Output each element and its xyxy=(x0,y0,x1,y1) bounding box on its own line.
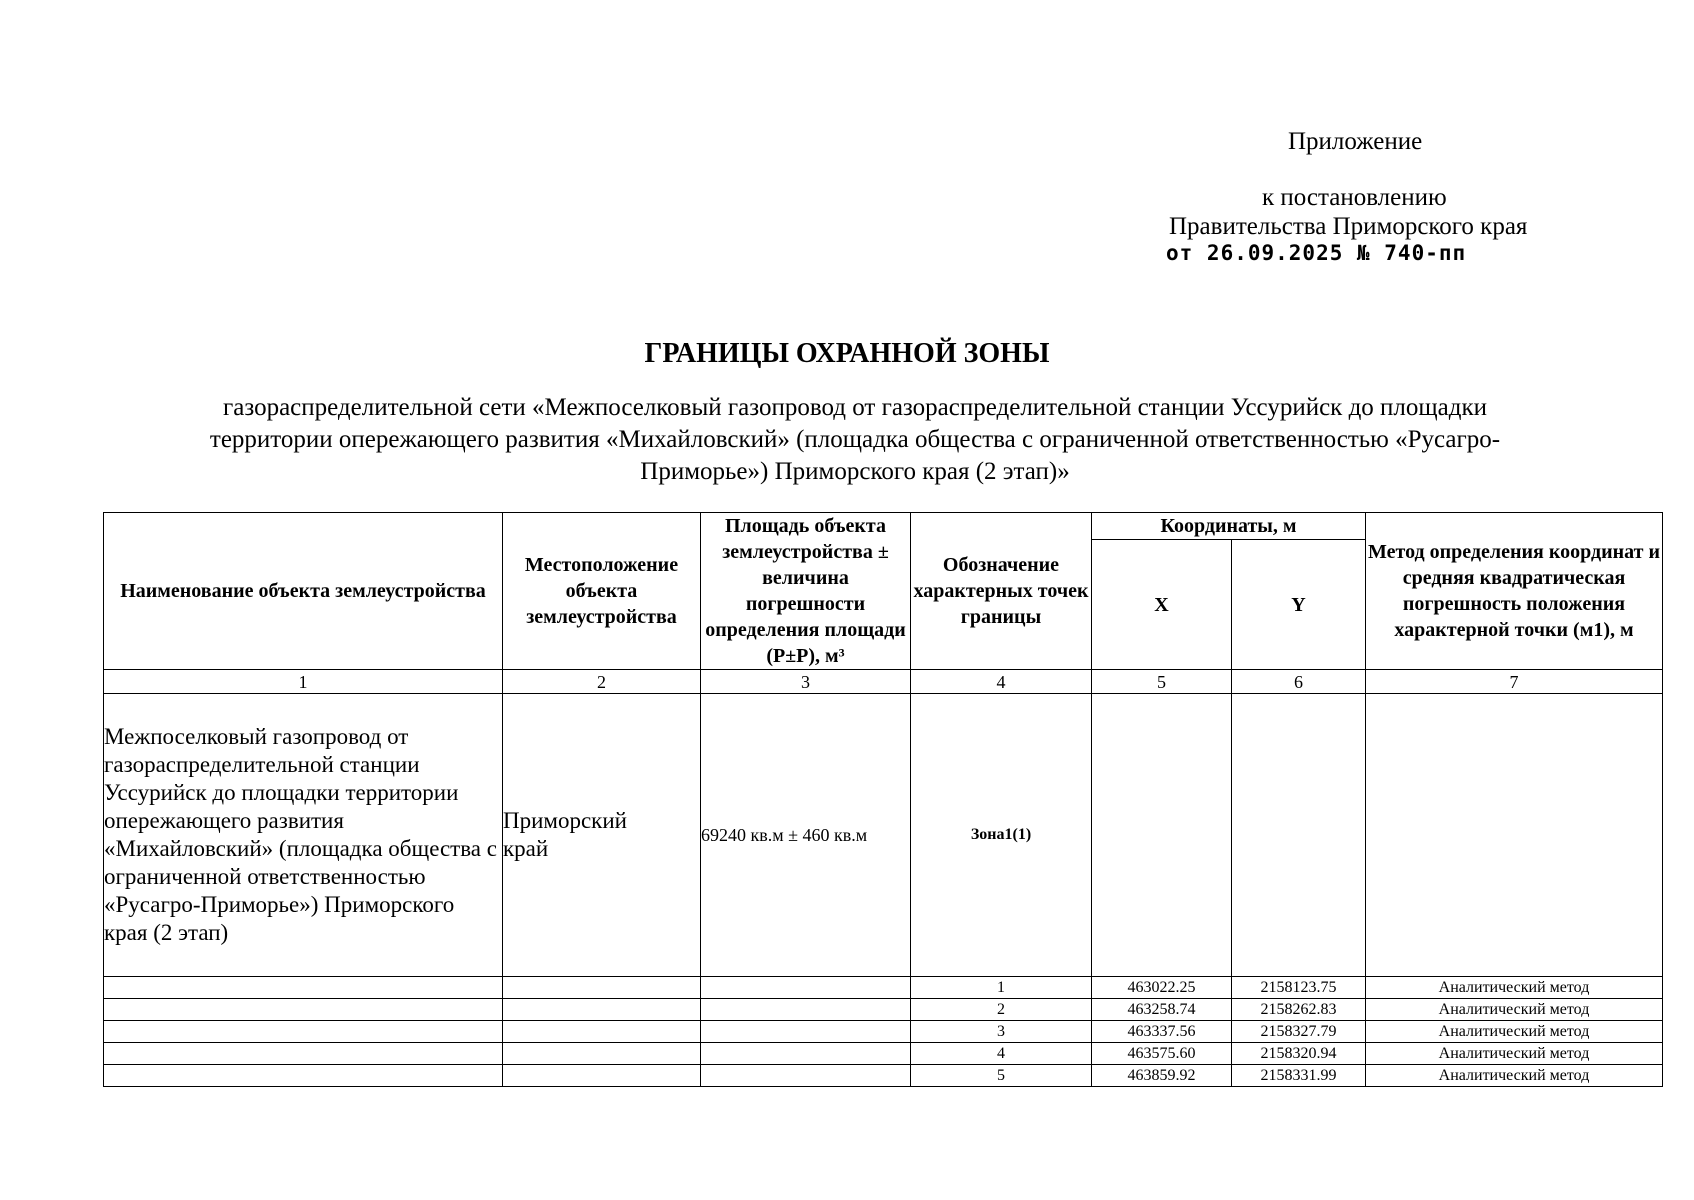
column-number: 7 xyxy=(1366,670,1663,694)
column-number: 4 xyxy=(911,670,1092,694)
header-object-name: Наименование объекта землеустройства xyxy=(104,513,503,670)
header-x: X xyxy=(1092,540,1232,670)
empty-cell xyxy=(701,999,911,1021)
table-row xyxy=(104,1021,1663,1043)
empty-cell xyxy=(1232,694,1366,977)
appendix-date-number: от 26.09.2025 № 740-пп xyxy=(1166,241,1467,265)
point-number: 4 xyxy=(911,1043,1092,1065)
column-number: 5 xyxy=(1092,670,1232,694)
subtitle-line: территории опережающего развития «Михайловский» (площадка общества с ограниченной ответственностью «Русагро- xyxy=(209,426,1501,453)
empty-cell xyxy=(1092,694,1232,977)
coord-y: 2158331.99 xyxy=(1232,1065,1366,1087)
column-number: 3 xyxy=(701,670,911,694)
empty-cell xyxy=(1366,694,1663,977)
method: Аналитический метод xyxy=(1366,1065,1663,1087)
subtitle-line: газораспределительной сети «Межпоселковый газопровод от газораспределительной станции Уссурийск до площадки xyxy=(223,394,1487,421)
header-row xyxy=(104,513,1663,540)
appendix-government: Правительства Приморского края xyxy=(1169,213,1528,240)
coord-y: 2158320.94 xyxy=(1232,1043,1366,1065)
coord-x: 463337.56 xyxy=(1092,1021,1232,1043)
column-number: 6 xyxy=(1232,670,1366,694)
method: Аналитический метод xyxy=(1366,1043,1663,1065)
header-y: Y xyxy=(1232,540,1366,670)
empty-cell xyxy=(503,999,701,1021)
header-coordinates: Координаты, м xyxy=(1092,513,1366,540)
empty-cell xyxy=(104,999,503,1021)
point-number: 1 xyxy=(911,977,1092,999)
table-row xyxy=(104,1065,1663,1087)
empty-cell xyxy=(701,977,911,999)
column-number: 1 xyxy=(104,670,503,694)
point-number: 5 xyxy=(911,1065,1092,1087)
object-name-cell: Межпоселковый газопровод от газораспределительной станции Уссурийск до площадки территории опережающего развития «Михайловский» (площадка общества с ограниченной ответственностью «Русагро-Приморье») Приморского края (2 этап) xyxy=(104,694,503,977)
object-location-cell: Приморский край xyxy=(503,694,701,977)
coord-x: 463859.92 xyxy=(1092,1065,1232,1087)
table-row xyxy=(104,1043,1663,1065)
coord-y: 2158123.75 xyxy=(1232,977,1366,999)
zone-cell: Зона1(1) xyxy=(911,694,1092,977)
object-area-cell: 69240 кв.м ± 460 кв.м xyxy=(701,694,911,977)
coord-y: 2158262.83 xyxy=(1232,999,1366,1021)
header-location: Местоположение объекта землеустройства xyxy=(503,513,701,670)
column-number: 2 xyxy=(503,670,701,694)
empty-cell xyxy=(503,1021,701,1043)
coord-x: 463258.74 xyxy=(1092,999,1232,1021)
header-points: Обозначение характерных точек границы xyxy=(911,513,1092,670)
table-row xyxy=(104,999,1663,1021)
document-subtitle xyxy=(110,392,1600,488)
appendix-resolution-ref: к постановлению xyxy=(1262,184,1447,211)
empty-cell xyxy=(503,977,701,999)
method: Аналитический метод xyxy=(1366,977,1663,999)
boundaries-table xyxy=(103,512,1663,1087)
empty-cell xyxy=(701,1043,911,1065)
empty-cell xyxy=(104,1065,503,1087)
empty-cell xyxy=(104,1021,503,1043)
table-row xyxy=(104,977,1663,999)
header-area: Площадь объекта землеустройства ± величина погрешности определения площади (P±P), м³ xyxy=(701,513,911,670)
empty-cell xyxy=(503,1065,701,1087)
point-number: 2 xyxy=(911,999,1092,1021)
empty-cell xyxy=(503,1043,701,1065)
point-number: 3 xyxy=(911,1021,1092,1043)
subtitle-line: Приморье») Приморского края (2 этап)» xyxy=(640,458,1070,485)
object-row xyxy=(104,694,1663,977)
empty-cell xyxy=(104,1043,503,1065)
appendix-label: Приложение xyxy=(1288,128,1423,155)
coord-x: 463022.25 xyxy=(1092,977,1232,999)
empty-cell xyxy=(701,1021,911,1043)
method: Аналитический метод xyxy=(1366,999,1663,1021)
header-method: Метод определения координат и средняя квадратическая погрешность положения характерной точки (м1), м xyxy=(1366,513,1663,670)
empty-cell xyxy=(104,977,503,999)
column-numbers-row xyxy=(104,670,1663,694)
document-title: ГРАНИЦЫ ОХРАННОЙ ЗОНЫ xyxy=(644,338,1050,369)
empty-cell xyxy=(701,1065,911,1087)
method: Аналитический метод xyxy=(1366,1021,1663,1043)
coord-x: 463575.60 xyxy=(1092,1043,1232,1065)
coord-y: 2158327.79 xyxy=(1232,1021,1366,1043)
